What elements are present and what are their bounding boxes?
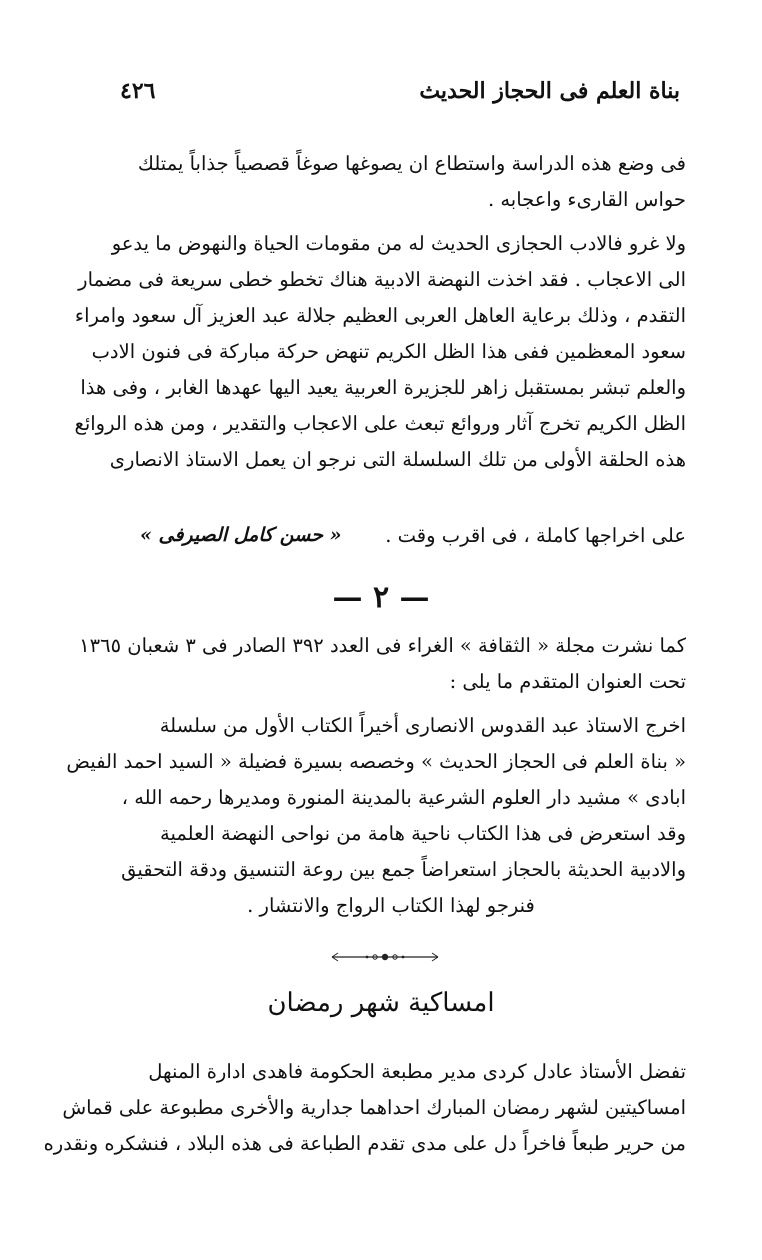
section2-text: [66, 628, 686, 924]
text-line: ابادى » مشيد دار العلوم الشرعية بالمدينة المنورة ومديرها رحمه الله ،: [121, 786, 686, 809]
text-line: من حرير طبعاً فاخراً دل على مدى تقدم الطباعة فى هذه البلاد ، فنشكره ونقدره: [43, 1132, 686, 1155]
text-line: تفضل الأستاذ عادل كردى مدير مطبعة الحكومة فاهدى ادارة المنهل: [148, 1060, 686, 1083]
signature: « حسن كامل الصيرفى »: [140, 524, 342, 546]
text-line: الى الاعجاب . فقد اخذت النهضة الادبية هناك تخطو خطى سريعة فى مضمار: [78, 268, 686, 291]
text-line: كما نشرت مجلة « الثقافة » الغراء فى العدد ٣٩٢ الصادر فى ٣ شعبان ١٣٦٥: [79, 634, 686, 657]
text-line: وقد استعرض فى هذا الكتاب ناحية هامة من نواحى النهضة العلمية: [160, 822, 686, 845]
text-line: والادبية الحديثة بالحجاز استعراضاً جمع بين روعة التنسيق ودقة التحقيق: [121, 858, 686, 881]
text-line: على اخراجها كاملة ، فى اقرب وقت .: [385, 524, 686, 547]
text-line: فنرجو لهذا الكتاب الرواج والانتشار .: [247, 894, 535, 917]
section-number: — ٢ —: [332, 580, 430, 615]
text-line: حواس القارىء واعجابه .: [487, 188, 686, 211]
text-line: « بناة العلم فى الحجاز الحديث » وخصصه بسيرة فضيلة « السيد احمد الفيض: [66, 750, 686, 773]
text-line: التقدم ، وذلك برعاية العاهل العربى العظيم جلالة عبد العزيز آل سعود وامراء: [74, 304, 686, 327]
text-line: الظل الكريم تخرج آثار وروائع تبعث على الاعجاب والتقدير ، ومن هذه الروائع: [74, 412, 686, 435]
section3-text: [43, 1054, 686, 1162]
page-number: ٤٢٦: [120, 78, 156, 104]
text-line: تحت العنوان المتقدم ما يلى :: [449, 670, 686, 693]
ornament-divider: [330, 950, 440, 964]
section1-text: [74, 146, 686, 478]
text-line: سعود المعظمين ففى هذا الظل الكريم تنهض حركة مباركة فى فنون الادب: [91, 340, 686, 363]
header-title: بناة العلم فى الحجاز الحديث: [419, 78, 680, 104]
text-line: فى وضع هذه الدراسة واستطاع ان يصوغها صوغاً قصصياً جذاباً يمتلك: [137, 152, 686, 175]
running-header: [120, 78, 680, 112]
text-line: هذه الحلقة الأولى من تلك السلسلة التى نرجو ان يعمل الاستاذ الانصارى: [109, 448, 686, 471]
text-line: ولا غرو فالادب الحجازى الحديث له من مقومات الحياة والنهوض ما يدعو: [111, 232, 686, 255]
text-line: والعلم تبشر بمستقبل زاهر للجزيرة العربية يعيد اليها عهدها الغابر ، وفى هذا: [80, 376, 686, 399]
text-line: امساكيتين لشهر رمضان المبارك احداهما جدارية والأخرى مطبوعة على قماش: [62, 1096, 686, 1119]
section3-heading: امساكية شهر رمضان: [267, 988, 495, 1018]
text-line: اخرج الاستاذ عبد القدوس الانصارى أخيراً الكتاب الأول من سلسلة: [159, 714, 686, 737]
